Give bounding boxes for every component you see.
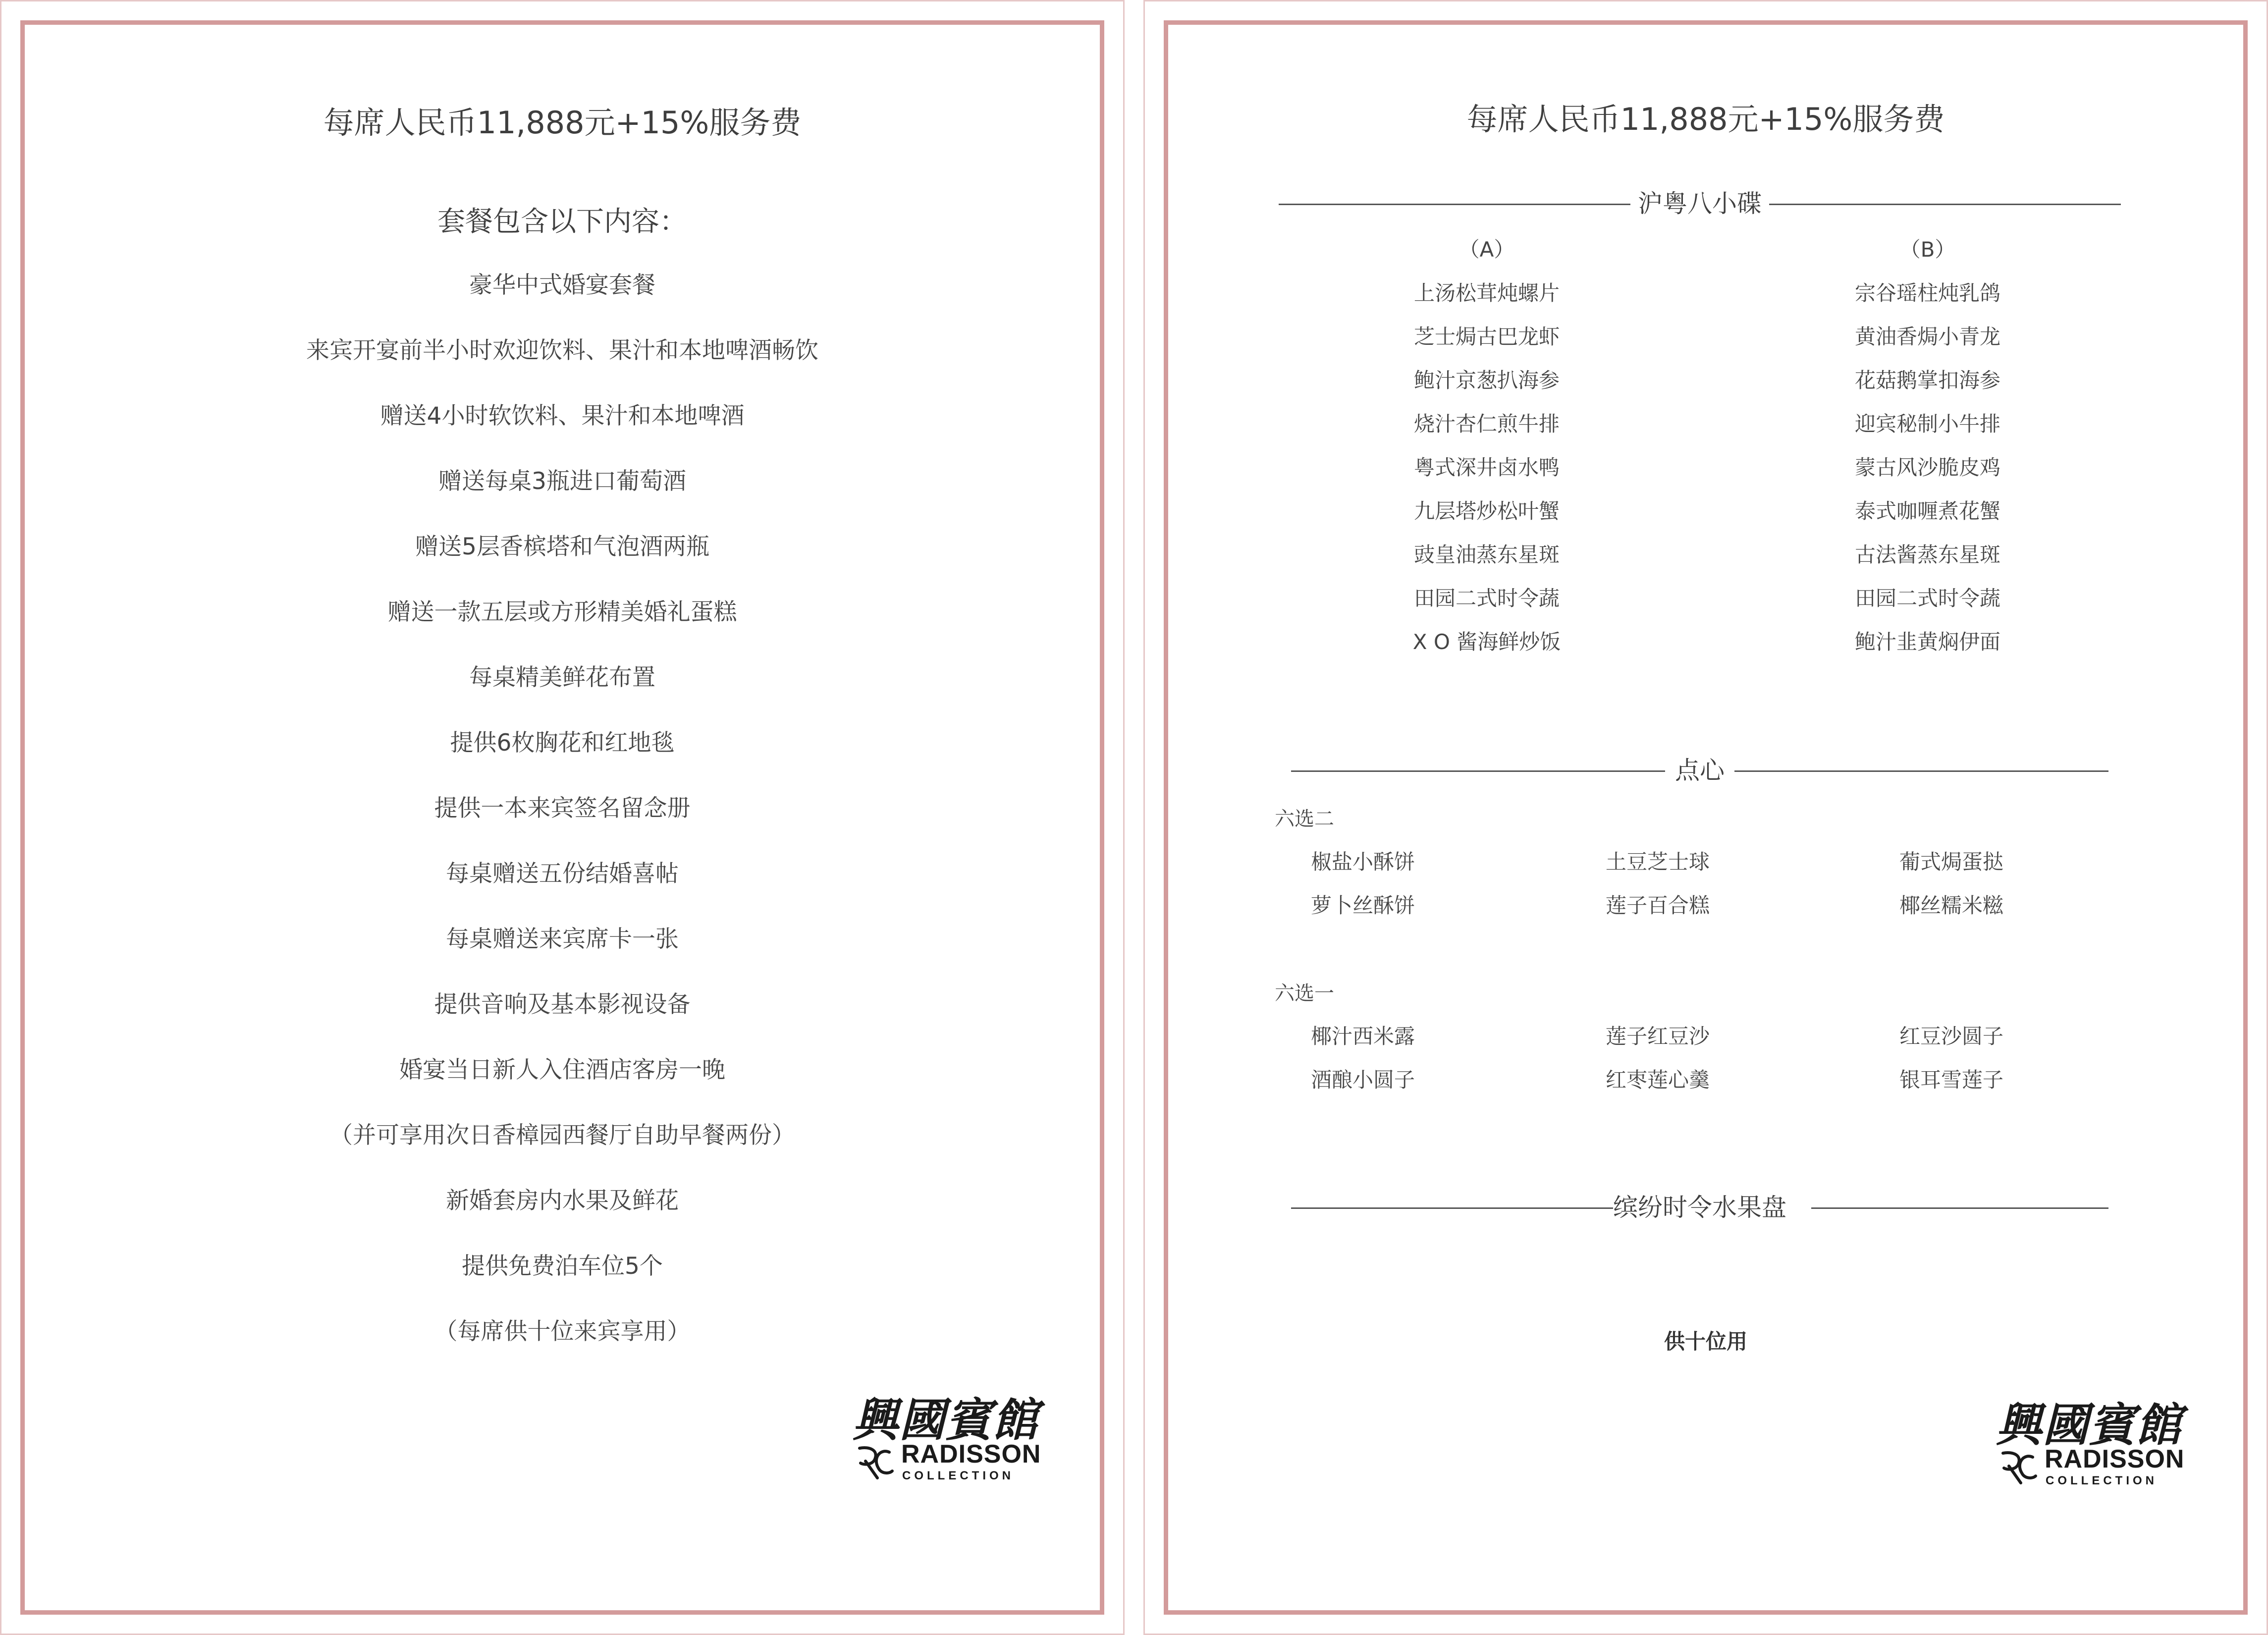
cold-dish-item: 古法酱蒸东星斑 <box>1854 543 2000 567</box>
radisson-collection: COLLECTION <box>902 1469 1014 1482</box>
radisson-rc-mark-icon <box>855 1443 894 1481</box>
radisson-brand: RADISSON <box>2045 1445 2185 1473</box>
left-page <box>0 0 1125 1635</box>
dim-sum-item: 葡式焗蛋挞 <box>1899 850 2003 874</box>
package-item: 来宾开宴前半小时欢迎饮料、果汁和本地啤酒畅饮 <box>306 337 818 364</box>
divider-line <box>1769 204 2121 205</box>
radisson-collection: COLLECTION <box>2046 1474 2158 1487</box>
hotel-logo-left <box>853 1384 1041 1493</box>
cold-dish-item: 烧汁杏仁煎牛排 <box>1413 412 1560 436</box>
cold-dishes-heading <box>1279 189 2121 218</box>
divider-line <box>1811 1207 2108 1209</box>
dim-sum-item: 萝卜丝酥饼 <box>1310 893 1415 918</box>
cold-dish-item: 鲍汁韭黄焖伊面 <box>1854 630 2000 654</box>
package-item: 赠送每桌3瓶进口葡萄酒 <box>438 468 686 495</box>
cold-dish-item: 蒙古风沙脆皮鸡 <box>1854 455 2000 480</box>
hotel-chinese-name: 興國賓館 <box>1996 1398 2183 1452</box>
package-item: 赠送5层香槟塔和气泡酒两瓶 <box>415 533 709 560</box>
option-a-label: （A） <box>1458 237 1515 262</box>
package-heading: 套餐包含以下内容： <box>437 206 687 238</box>
cold-dish-item: 黄油香焗小青龙 <box>1854 325 2000 349</box>
dim-sum-group2-title: 六选一 <box>1275 982 1334 1005</box>
package-item: （并可享用次日香樟园西餐厅自助早餐两份） <box>329 1122 795 1149</box>
package-item: 新婚套房内水果及鲜花 <box>446 1187 679 1214</box>
cold-dish-item: 九层塔炒松叶蟹 <box>1413 499 1560 523</box>
package-item: 提供6枚胸花和红地毯 <box>450 729 675 757</box>
right-price-title: 每席人民币11,888元+15%服务费 <box>1466 101 1945 137</box>
right-page <box>1143 0 2268 1635</box>
left-price-title: 每席人民币11,888元+15%服务费 <box>323 105 802 141</box>
radisson-brand: RADISSON <box>901 1440 1041 1469</box>
dim-sum-item: 土豆芝士球 <box>1605 850 1710 874</box>
cold-dish-item: 上汤松茸炖螺片 <box>1413 281 1560 305</box>
cold-dish-item: 花菇鹅掌扣海参 <box>1854 368 2000 392</box>
fruit-heading-label: 缤纷时令水果盘 <box>1613 1193 1786 1222</box>
package-item: 赠送一款五层或方形精美婚礼蛋糕 <box>387 599 737 626</box>
dim-sum-item: 红豆沙圆子 <box>1899 1024 2003 1048</box>
package-item: 提供一本来宾签名留念册 <box>434 795 691 822</box>
hotel-logo-right <box>1996 1389 2184 1498</box>
package-item: 提供免费泊车位5个 <box>462 1253 663 1280</box>
dim-sum-heading <box>1291 756 2108 785</box>
cold-dish-item: X O 酱海鲜炒饭 <box>1412 630 1561 654</box>
option-b-label: （B） <box>1899 237 1956 262</box>
divider-line <box>1734 770 2108 772</box>
package-item: （每席供十位来宾享用） <box>434 1318 691 1345</box>
package-item: 每桌赠送五份结婚喜帖 <box>446 860 679 887</box>
package-item: 赠送4小时软饮料、果汁和本地啤酒 <box>380 402 745 430</box>
cold-dish-item: 粤式深井卤水鸭 <box>1413 455 1560 480</box>
dim-sum-item: 酒酿小圆子 <box>1310 1068 1415 1092</box>
radisson-rc-mark-icon <box>1998 1448 2038 1486</box>
package-item: 每桌赠送来宾席卡一张 <box>446 926 679 953</box>
dim-sum-item: 椰汁西米露 <box>1310 1024 1415 1048</box>
hotel-chinese-name: 興國賓館 <box>853 1393 1039 1447</box>
dim-sum-group1-title: 六选二 <box>1275 808 1334 830</box>
package-item: 婚宴当日新人入住酒店客房一晚 <box>399 1056 725 1084</box>
cold-dishes-heading-label: 沪粤八小碟 <box>1638 189 1762 218</box>
fruit-heading <box>1291 1193 2108 1222</box>
cold-dish-item: 田园二式时令蔬 <box>1854 586 2000 610</box>
dim-sum-item: 莲子红豆沙 <box>1605 1024 1710 1048</box>
dim-sum-heading-label: 点心 <box>1675 756 1725 785</box>
package-item: 提供音响及基本影视设备 <box>434 991 691 1018</box>
cold-dish-item: 田园二式时令蔬 <box>1413 586 1560 610</box>
cold-dish-item: 鲍汁京葱扒海参 <box>1413 368 1560 392</box>
cold-dish-item: 宗谷瑶柱炖乳鸽 <box>1854 281 2000 305</box>
dim-sum-item: 莲子百合糕 <box>1605 893 1710 918</box>
cold-dish-item: 泰式咖喱煮花蟹 <box>1854 499 2000 523</box>
package-item: 每桌精美鲜花布置 <box>469 664 655 691</box>
serving-note: 供十位用 <box>1664 1329 1747 1354</box>
dim-sum-item: 椰丝糯米糍 <box>1899 893 2003 918</box>
cold-dish-item: 芝士焗古巴龙虾 <box>1413 325 1560 349</box>
cold-dish-item: 迎宾秘制小牛排 <box>1854 412 2000 436</box>
cold-dish-item: 豉皇油蒸东星斑 <box>1413 543 1560 567</box>
package-item: 豪华中式婚宴套餐 <box>469 272 655 299</box>
dim-sum-item: 银耳雪莲子 <box>1899 1068 2003 1092</box>
dim-sum-item: 红枣莲心羹 <box>1605 1068 1710 1092</box>
dim-sum-item: 椒盐小酥饼 <box>1310 850 1415 874</box>
